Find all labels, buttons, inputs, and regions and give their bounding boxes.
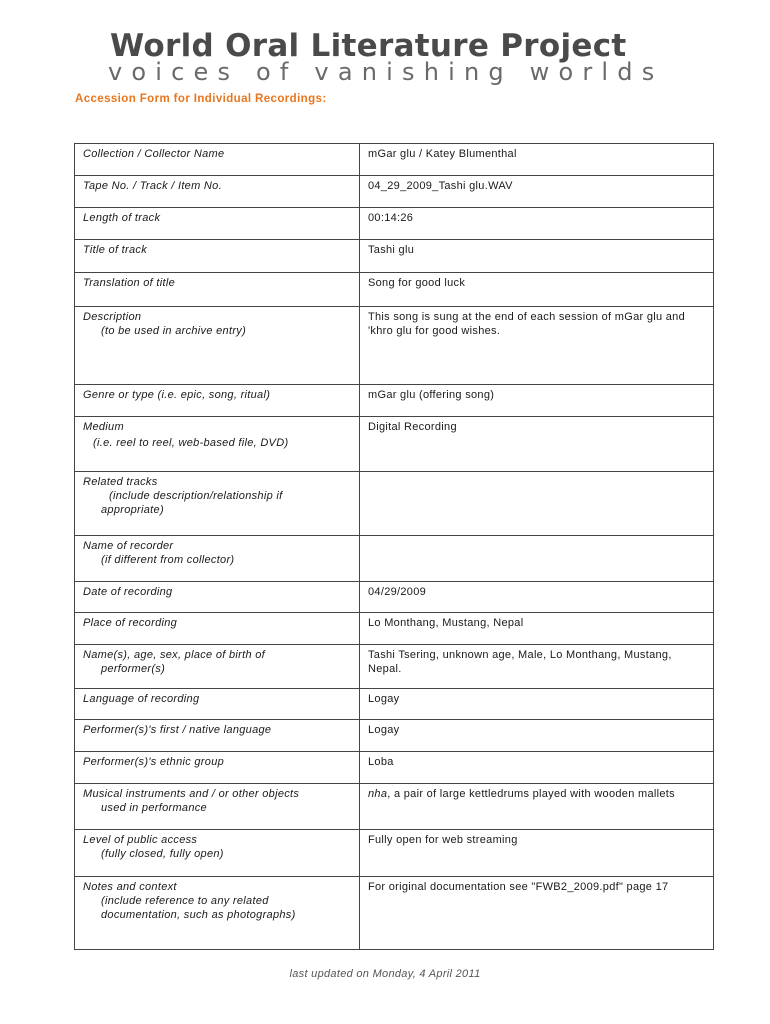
form-row-place xyxy=(75,613,714,645)
row-label-main: Medium xyxy=(83,421,124,433)
form-row-performers xyxy=(75,645,714,689)
row-label: Performer(s)'s first / native language xyxy=(75,720,360,752)
row-label: Title of track xyxy=(75,240,360,273)
project-subtitle: voices of vanishing worlds xyxy=(108,58,664,86)
row-label-sub: used in performance xyxy=(101,802,207,814)
row-label-main: Level of public access xyxy=(83,834,198,846)
row-value-emphasis: nha xyxy=(368,788,388,800)
row-label: Language of recording xyxy=(75,689,360,720)
row-label xyxy=(75,784,360,830)
row-label-sub: documentation, such as photographs) xyxy=(101,909,296,921)
form-row-date xyxy=(75,582,714,613)
row-label: Collection / Collector Name xyxy=(75,144,360,176)
row-label-sub: (include description/relationship if xyxy=(109,490,283,502)
row-label-main: Related tracks xyxy=(83,476,158,488)
row-label xyxy=(75,307,360,385)
row-value: mGar glu (offering song) xyxy=(360,385,714,417)
row-value: Song for good luck xyxy=(360,273,714,307)
row-value: Lo Monthang, Mustang, Nepal xyxy=(360,613,714,645)
row-label xyxy=(75,877,360,950)
row-label-main: Musical instruments and / or other objects xyxy=(83,788,300,800)
row-value: Logay xyxy=(360,689,714,720)
row-label: Performer(s)'s ethnic group xyxy=(75,752,360,784)
row-value: Digital Recording xyxy=(360,417,714,472)
row-label: Translation of title xyxy=(75,273,360,307)
row-value xyxy=(360,472,714,536)
row-value: Fully open for web streaming xyxy=(360,830,714,877)
row-label-sub: (include reference to any related xyxy=(101,895,269,907)
row-label-sub: (if different from collector) xyxy=(101,554,235,566)
row-label xyxy=(75,472,360,536)
form-row-related-tracks xyxy=(75,472,714,536)
row-label-main: Name(s), age, sex, place of birth of xyxy=(83,649,265,661)
form-row-length xyxy=(75,208,714,240)
row-value xyxy=(360,784,714,830)
row-value: This song is sung at the end of each session of mGar glu and 'khro glu for good wishes. xyxy=(360,307,714,385)
row-label: Tape No. / Track / Item No. xyxy=(75,176,360,208)
row-label-sub: performer(s) xyxy=(101,663,166,675)
form-row-native-language xyxy=(75,720,714,752)
form-row-collection xyxy=(75,144,714,176)
row-label xyxy=(75,645,360,689)
row-value: mGar glu / Katey Blumenthal xyxy=(360,144,714,176)
form-row-tape xyxy=(75,176,714,208)
row-value: Tashi Tsering, unknown age, Male, Lo Monthang, Mustang, Nepal. xyxy=(360,645,714,689)
row-value: Tashi glu xyxy=(360,240,714,273)
row-value: Logay xyxy=(360,720,714,752)
row-label-sub: appropriate) xyxy=(101,504,164,516)
form-row-recorder xyxy=(75,536,714,582)
row-value-text: , a pair of large kettledrums played with wooden mallets xyxy=(387,788,675,800)
project-title: World Oral Literature Project xyxy=(110,28,627,64)
form-row-translation xyxy=(75,273,714,307)
row-value: 04/29/2009 xyxy=(360,582,714,613)
row-label: Place of recording xyxy=(75,613,360,645)
row-label-sub: (i.e. reel to reel, web-based file, DVD) xyxy=(93,437,289,449)
row-label: Date of recording xyxy=(75,582,360,613)
row-label xyxy=(75,417,360,472)
form-heading: Accession Form for Individual Recordings: xyxy=(75,93,327,105)
row-label: Genre or type (i.e. epic, song, ritual) xyxy=(75,385,360,417)
row-value: 04_29_2009_Tashi glu.WAV xyxy=(360,176,714,208)
row-value xyxy=(360,536,714,582)
row-value: For original documentation see "FWB2_2009.pdf" page 17 xyxy=(360,877,714,950)
row-value: 00:14:26 xyxy=(360,208,714,240)
form-row-notes xyxy=(75,877,714,950)
form-row-title xyxy=(75,240,714,273)
row-label-sub: (to be used in archive entry) xyxy=(101,325,247,337)
row-label-main: Notes and context xyxy=(83,881,177,893)
form-row-ethnic-group xyxy=(75,752,714,784)
form-row-medium xyxy=(75,417,714,472)
row-label: Length of track xyxy=(75,208,360,240)
row-label-sub: (fully closed, fully open) xyxy=(101,848,224,860)
accession-form-table xyxy=(74,143,714,950)
form-row-language xyxy=(75,689,714,720)
form-row-instruments xyxy=(75,784,714,830)
form-row-genre xyxy=(75,385,714,417)
form-row-public-access xyxy=(75,830,714,877)
row-label-main: Description xyxy=(83,311,142,323)
form-row-description xyxy=(75,307,714,385)
last-updated-footer: last updated on Monday, 4 April 2011 xyxy=(289,968,481,980)
row-value: Loba xyxy=(360,752,714,784)
row-label-main: Name of recorder xyxy=(83,540,174,552)
row-label xyxy=(75,830,360,877)
row-label xyxy=(75,536,360,582)
